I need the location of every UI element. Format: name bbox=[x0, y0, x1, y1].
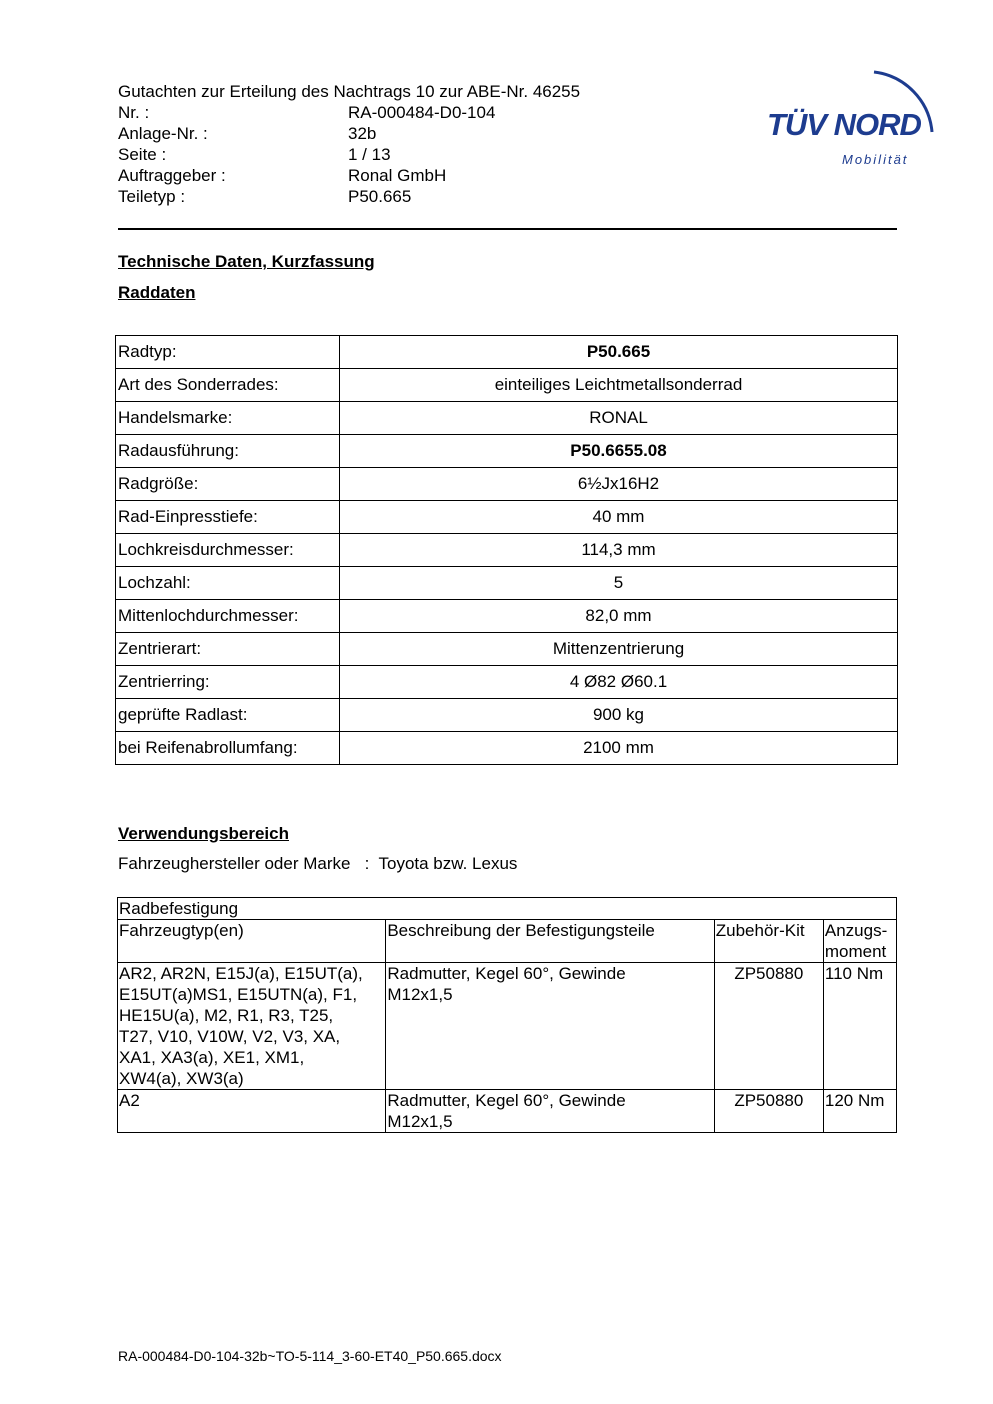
raddaten-label: Handelsmarke: bbox=[116, 402, 340, 435]
header-row-teiletyp bbox=[118, 186, 718, 207]
raddaten-value: RONAL bbox=[340, 402, 898, 435]
table-row bbox=[116, 435, 898, 468]
kit-cell: ZP50880 bbox=[714, 963, 823, 1090]
raddaten-value: Mittenzentrierung bbox=[340, 633, 898, 666]
raddaten-label: Zentrierart: bbox=[116, 633, 340, 666]
header-row-seite bbox=[118, 144, 718, 165]
header-value: Ronal GmbH bbox=[348, 166, 447, 185]
table-row bbox=[116, 534, 898, 567]
section-title-technische-daten: Technische Daten, Kurzfassung bbox=[118, 252, 375, 271]
raddaten-label: Lochzahl: bbox=[116, 567, 340, 600]
header-label: Nr. : bbox=[118, 103, 150, 122]
usage-line bbox=[118, 854, 517, 874]
raddaten-value: einteiliges Leichtmetallsonderrad bbox=[340, 369, 898, 402]
raddaten-label: bei Reifenabrollumfang: bbox=[116, 732, 340, 765]
raddaten-value: 2100 mm bbox=[340, 732, 898, 765]
raddaten-value: P50.665 bbox=[340, 336, 898, 369]
table-row bbox=[116, 633, 898, 666]
header-row-nr bbox=[118, 102, 718, 123]
header-label: Teiletyp : bbox=[118, 187, 186, 206]
torque-cell: 120 Nm bbox=[823, 1090, 896, 1133]
befestigung-title-row bbox=[118, 898, 897, 920]
header-title: Gutachten zur Erteilung des Nachtrags 10 zur ABE-Nr. 46255 bbox=[118, 82, 581, 101]
usage-value: Toyota bzw. Lexus bbox=[378, 854, 518, 873]
header-label: Anlage-Nr. : bbox=[118, 124, 208, 143]
table-row bbox=[116, 732, 898, 765]
befestigung-table bbox=[117, 897, 897, 1133]
kit-cell: ZP50880 bbox=[714, 1090, 823, 1133]
table-row bbox=[116, 402, 898, 435]
raddaten-value: 82,0 mm bbox=[340, 600, 898, 633]
tuv-nord-logo bbox=[762, 58, 942, 173]
section-title-verwendungsbereich: Verwendungsbereich bbox=[118, 824, 289, 843]
header-value: P50.665 bbox=[348, 187, 412, 206]
table-row bbox=[116, 567, 898, 600]
raddaten-label: Radgröße: bbox=[116, 468, 340, 501]
table-row bbox=[116, 369, 898, 402]
table-row bbox=[116, 501, 898, 534]
column-header: Beschreibung der Befestigungsteile bbox=[386, 920, 714, 963]
usage-separator: : bbox=[364, 854, 370, 873]
raddaten-label: Art des Sonderrades: bbox=[116, 369, 340, 402]
raddaten-value: 40 mm bbox=[340, 501, 898, 534]
raddaten-table bbox=[115, 335, 898, 765]
raddaten-label: Radausführung: bbox=[116, 435, 340, 468]
raddaten-value: 4 Ø82 Ø60.1 bbox=[340, 666, 898, 699]
header-row-auftraggeber bbox=[118, 165, 718, 186]
header-value: RA-000484-D0-104 bbox=[348, 103, 496, 122]
raddaten-value: 5 bbox=[340, 567, 898, 600]
logo-wordmark: TÜV NORD bbox=[767, 107, 921, 142]
raddaten-label: Lochkreisdurchmesser: bbox=[116, 534, 340, 567]
description-cell: Radmutter, Kegel 60°, Gewinde M12x1,5 bbox=[386, 963, 714, 1090]
header-divider bbox=[118, 228, 897, 230]
table-row bbox=[116, 468, 898, 501]
befestigung-header-row bbox=[118, 920, 897, 963]
raddaten-value: 6½Jx16H2 bbox=[340, 468, 898, 501]
document-header bbox=[118, 81, 718, 207]
column-header: Fahrzeugtyp(en) bbox=[118, 920, 386, 963]
torque-cell: 110 Nm bbox=[823, 963, 896, 1090]
table-row bbox=[116, 600, 898, 633]
raddaten-label: Zentrierring: bbox=[116, 666, 340, 699]
vehicle-types-cell: A2 bbox=[118, 1090, 386, 1133]
raddaten-label: geprüfte Radlast: bbox=[116, 699, 340, 732]
raddaten-value: 114,3 mm bbox=[340, 534, 898, 567]
header-value: 32b bbox=[348, 124, 377, 143]
table-row bbox=[116, 666, 898, 699]
befestigung-title: Radbefestigung bbox=[118, 898, 897, 920]
table-row bbox=[116, 336, 898, 369]
raddaten-value: P50.6655.08 bbox=[340, 435, 898, 468]
footer-filename: RA-000484-D0-104-32b~TO-5-114_3-60-ET40_P50.665.docx bbox=[118, 1348, 502, 1364]
header-label: Auftraggeber : bbox=[118, 166, 226, 185]
raddaten-label: Radtyp: bbox=[116, 336, 340, 369]
table-row bbox=[118, 1090, 897, 1133]
header-label: Seite : bbox=[118, 145, 167, 164]
usage-label: Fahrzeughersteller oder Marke bbox=[118, 854, 351, 873]
raddaten-value: 900 kg bbox=[340, 699, 898, 732]
raddaten-label: Rad-Einpresstiefe: bbox=[116, 501, 340, 534]
table-row bbox=[118, 963, 897, 1090]
column-header: Anzugs- moment bbox=[823, 920, 896, 963]
vehicle-types-cell: AR2, AR2N, E15J(a), E15UT(a), E15UT(a)MS1, E15UTN(a), F1, HE15U(a), M2, R1, R3, T25, T27, V10, V10W, V2, V3, XA, XA1, XA3(a), XE1, XM1, XW4(a), XW3(a) bbox=[118, 963, 386, 1090]
raddaten-label: Mittenlochdurchmesser: bbox=[116, 600, 340, 633]
column-header: Zubehör-Kit bbox=[714, 920, 823, 963]
description-cell: Radmutter, Kegel 60°, Gewinde M12x1,5 bbox=[386, 1090, 714, 1133]
header-row-anlage bbox=[118, 123, 718, 144]
logo-subtitle: Mobilität bbox=[842, 152, 909, 167]
header-value: 1 / 13 bbox=[348, 145, 391, 164]
table-row bbox=[116, 699, 898, 732]
section-subtitle-raddaten: Raddaten bbox=[118, 283, 196, 302]
